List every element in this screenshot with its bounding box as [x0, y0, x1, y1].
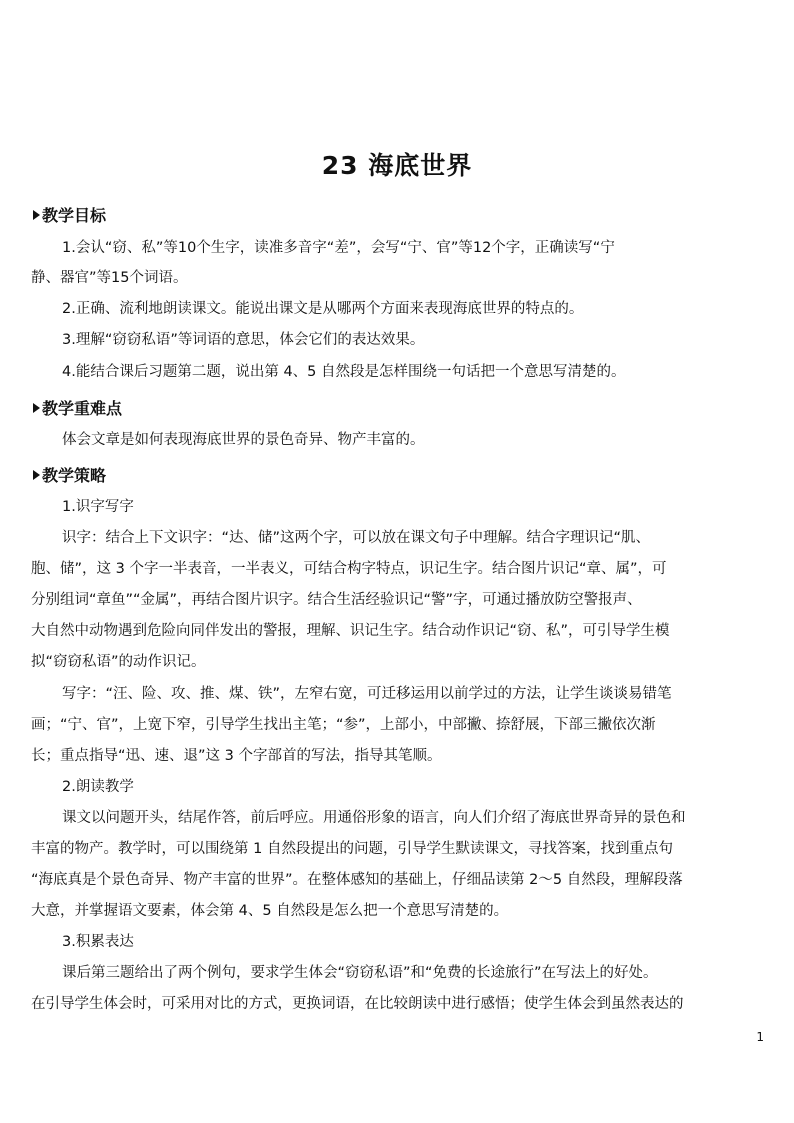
text-line: 识字：结合上下文识字：“达、储”这两个字，可以放在课文句子中理解。结合字理识记“肌、 — [62, 530, 651, 546]
text-line: 拟“窃窃私语”的动作识记。 — [31, 654, 206, 670]
text-line: 1.会认“窃、私”等10个生字，读准多音字“差”，会写“宁、官”等12个字，正确读写“宁 — [62, 240, 615, 256]
text-line: 丰富的物产。教学时，可以围绕第 1 自然段提出的问题，引导学生默读课文，寻找答案，找到重点句 — [31, 841, 673, 857]
section-heading-strategies: 教学策略 — [33, 463, 106, 486]
text-line: “海底真是个景色奇异、物产丰富的世界”。在整体感知的基础上，仔细品读第 2～5 自然段，理解段落 — [31, 872, 683, 888]
section-heading-key-points: 教学重难点 — [33, 396, 122, 419]
page-number: 1 — [756, 1030, 764, 1044]
text-line: 课文以问题开头，结尾作答，前后呼应。用通俗形象的语言，向人们介绍了海底世界奇异的景色和 — [62, 810, 686, 826]
text-line: 写字：“汪、险、攻、推、煤、铁”，左窄右宽，可迁移运用以前学过的方法，让学生谈谈易错笔 — [62, 686, 672, 702]
text-line: 课后第三题给出了两个例句，要求学生体会“窃窃私语”和“免费的长途旅行”在写法上的好处。 — [62, 965, 658, 981]
section-heading-objectives: 教学目标 — [33, 203, 106, 226]
text-line: 胞、储”，这 3 个字一半表音，一半表义，可结合构字特点，识记生字。结合图片识记“章、属”，可 — [31, 561, 667, 577]
text-line: 2.正确、流利地朗读课文。能说出课文是从哪两个方面来表现海底世界的特点的。 — [62, 301, 584, 317]
text-line: 大自然中动物遇到危险向同伴发出的警报，理解、识记生字。结合动作识记“窃、私”，可引导学生模 — [31, 623, 670, 639]
triangle-bullet-icon — [33, 403, 40, 413]
text-line: 在引导学生体会时，可采用对比的方式，更换词语，在比较朗读中进行感悟；使学生体会到虽然表达的 — [31, 996, 684, 1012]
text-line: 4.能结合课后习题第二题，说出第 4、5 自然段是怎样围绕一句话把一个意思写清楚的。 — [62, 364, 626, 380]
page-title: 23 海底世界 — [321, 151, 473, 180]
text-line: 长；重点指导“迅、速、退”这 3 个字部首的写法，指导其笔顺。 — [31, 748, 442, 764]
text-line: 静、器官”等15个词语。 — [31, 270, 188, 286]
text-line: 体会文章是如何表现海底世界的景色奇异、物产丰富的。 — [62, 432, 425, 448]
text-line: 分别组词“章鱼”“金属”，再结合图片识字。结合生活经验识记“警”字，可通过播放防空警报声、 — [31, 592, 642, 608]
text-line: 大意，并掌握语文要素，体会第 4、5 自然段是怎么把一个意思写清楚的。 — [31, 903, 509, 919]
triangle-bullet-icon — [33, 470, 40, 480]
text-line: 2.朗读教学 — [62, 779, 134, 795]
text-line: 3.理解“窃窃私语”等词语的意思，体会它们的表达效果。 — [62, 332, 425, 348]
text-line: 3.积累表达 — [62, 934, 134, 950]
text-line: 1.识字写字 — [62, 499, 134, 515]
text-line: 画；“宁、官”，上宽下窄，引导学生找出主笔；“参”，上部小，中部撇、捺舒展，下部三撇依次渐 — [31, 717, 656, 733]
triangle-bullet-icon — [33, 210, 40, 220]
